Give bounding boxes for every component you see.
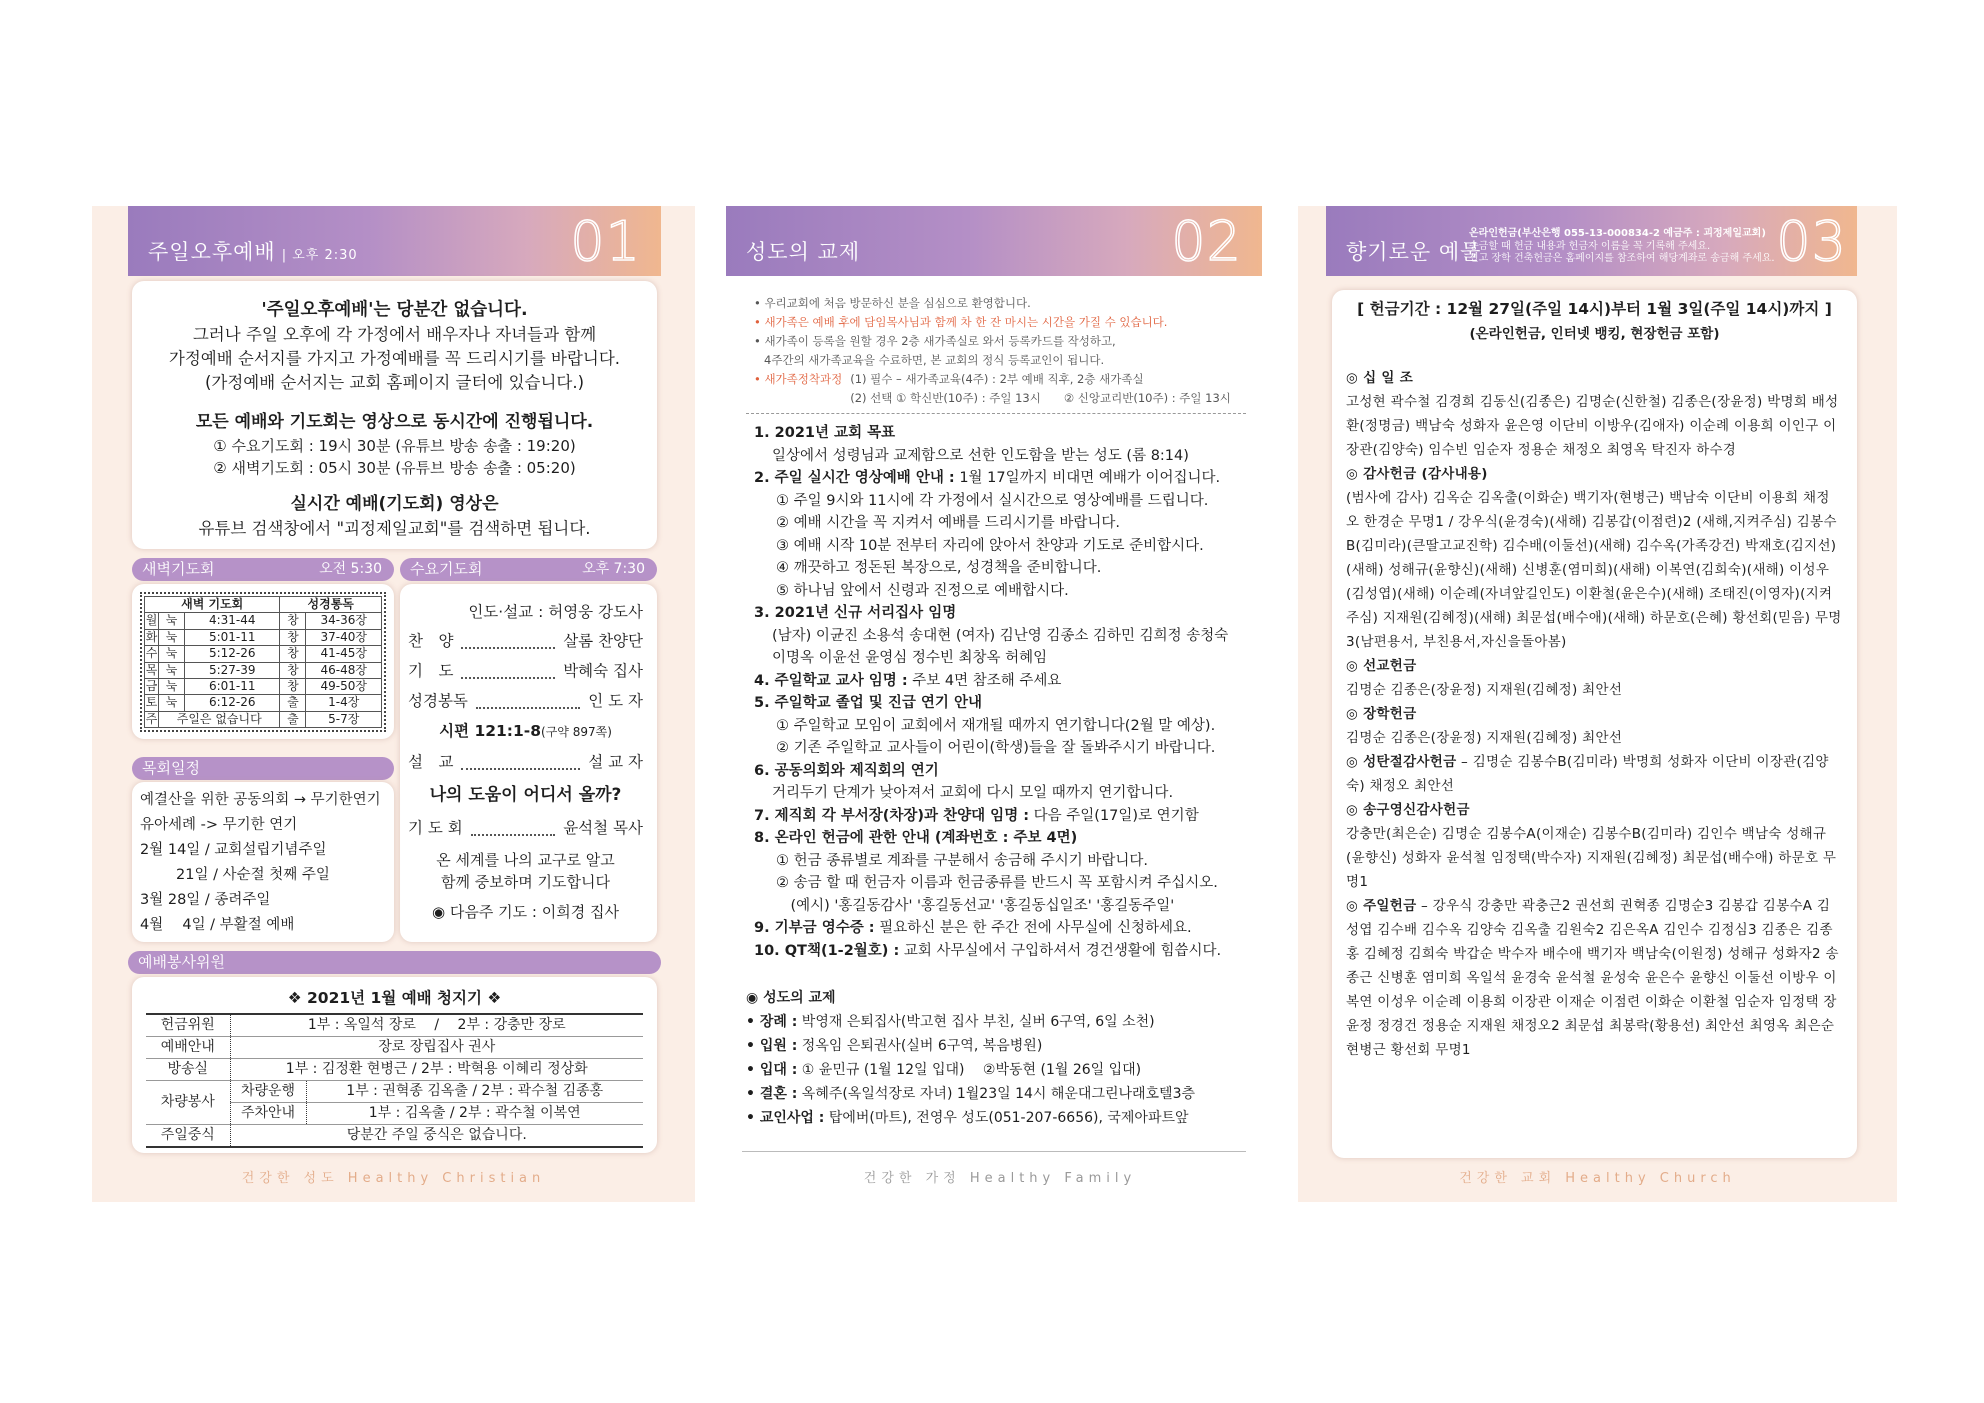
notice-line: (가정예배 순서지는 교회 홈페이지 글터에 있습니다.) bbox=[204, 373, 585, 392]
day-cell: 금 bbox=[145, 679, 158, 694]
table-cell: 34-36장 bbox=[306, 613, 382, 629]
announcement-line: ⑤ 하나님 앞에서 신령과 진정으로 예배합시다. bbox=[776, 582, 1069, 599]
offering-title: ◎ 장학헌금 bbox=[1346, 706, 1417, 722]
announcement-item bbox=[754, 760, 1254, 805]
offering-text: – 강우식 강충만 곽충근2 권선희 권혁종 김명순3 김봉갑 김봉수A 김성엽 김수배 김수옥 김양숙 김옥출 김원숙2 김은옥A 김인수 김정심3 김종은 김종홍 김혜정 김희숙 박갑순 박수자 배수애 백기자 백남숙(이원정) 성해규 성화자2 송종근 신병훈 염미희 옥일석 윤경숙 윤석철 윤성숙 윤은수 윤향신 이둘선 이방우 이복연 이성우 이순례 이용희 이장관 이재순 이점련 이화순 이환철 임순자 임정택 장윤정 정경건 정용순 지재원 채정오2 최문섭 최봉락(황용선) 최안선 최영옥 최은순 현병근 황선회 무명1 bbox=[1346, 898, 1839, 1058]
announcement-heading bbox=[754, 467, 1254, 490]
table-cell: 출 bbox=[280, 695, 306, 711]
servants-title: ❖ 2021년 1월 예배 청지기 ❖ bbox=[287, 989, 502, 1007]
course-line: (1) 필수 – 새가족교육(4주) : 2부 예배 직후, 2층 새가족실 bbox=[850, 372, 1144, 386]
table-row bbox=[145, 711, 382, 727]
announcement-text: 필요하신 분은 한 주간 전에 사무실에 신청하세요. bbox=[874, 920, 1192, 936]
table-cell: 5:01-11 bbox=[185, 629, 280, 645]
table-cell: 49-50장 bbox=[306, 679, 382, 695]
banner-afternoon-worship bbox=[128, 206, 661, 276]
day-cell: 월 bbox=[145, 613, 158, 628]
offering-section bbox=[1346, 462, 1843, 654]
announcement-line: 일상에서 성령님과 교제함으로 선한 인도함을 받는 성도 (롬 8:14) bbox=[772, 447, 1189, 464]
announcement-heading bbox=[754, 827, 1254, 850]
table-row: 예배안내 장로 장립집사 권사 bbox=[146, 1037, 643, 1059]
offerings-card bbox=[1332, 290, 1857, 1158]
table-cell: 5:12-26 bbox=[185, 646, 280, 662]
offering-names bbox=[1346, 750, 1843, 798]
fellowship-news bbox=[746, 986, 1246, 1130]
announcement-number: 10. QT책(1-2월호) : bbox=[754, 942, 900, 959]
footer-tagline: 건강한 가정 Healthy Family bbox=[863, 1171, 1137, 1186]
announcement-heading bbox=[754, 692, 1254, 715]
announcement-heading bbox=[754, 422, 1254, 445]
offering-title: ◎ 주일헌금 bbox=[1346, 898, 1417, 914]
intro-line: 4주간의 새가족교육을 수료하면, 본 교회의 정식 등록교인이 됩니다. bbox=[764, 353, 1105, 367]
sermon-title: 나의 도움이 어디서 올까? bbox=[429, 785, 622, 805]
notice-card bbox=[132, 281, 657, 549]
table-cell: 5:27-39 bbox=[185, 662, 280, 678]
fellowship-text: ① 윤민규 (1월 12일 입대) ②박동현 (1월 26일 입대) bbox=[797, 1062, 1142, 1078]
offering-names: 강충만(최은순) 김명순 김봉수A(이재순) 김봉수B(김미라) 김인수 백남숙 성해규(윤향신) 성화자 윤석철 임정택(박수자) 지재원(김혜정) 최문섭(배수애) 하문호 무명1 bbox=[1346, 826, 1837, 890]
realtime-line: 유튜브 검색창에서 "괴정제일교회"를 검색하면 됩니다. bbox=[198, 519, 591, 538]
divider bbox=[742, 1151, 1246, 1152]
announcement-item bbox=[754, 467, 1254, 602]
online-giving-info bbox=[1469, 228, 1775, 266]
day-cell: 수 bbox=[145, 646, 158, 661]
table-cell: 창 bbox=[280, 613, 306, 629]
table-cell: 주일은 없습니다 bbox=[159, 711, 280, 727]
fellowship-item bbox=[746, 1010, 1246, 1034]
announcement-heading bbox=[754, 917, 1254, 940]
notice-headline: '주일오후예배'는 당분간 없습니다. bbox=[261, 300, 528, 320]
table-cell: 출 bbox=[280, 711, 306, 727]
announcement-number: 5. 주일학교 졸업 및 진급 연기 안내 bbox=[754, 695, 982, 711]
panel-offerings bbox=[1298, 206, 1897, 1202]
table-row: 주일중식 당분간 주일 중식은 없습니다. bbox=[146, 1125, 643, 1148]
offering-names bbox=[1346, 894, 1843, 1062]
announcement-number: 1. 2021년 교회 목표 bbox=[754, 425, 896, 441]
order-row: 기 도 회 윤석철 목사 bbox=[408, 819, 643, 837]
fellowship-title: ◉ 성도의 교제 bbox=[746, 990, 836, 1006]
table-row bbox=[145, 695, 382, 711]
announcement-item bbox=[754, 692, 1254, 760]
announcement-number: 6. 공동의회와 제직회의 연기 bbox=[754, 762, 939, 779]
announcement-line: ② 예배 시간을 꼭 지켜서 예배를 드리시기를 바랍니다. bbox=[776, 515, 1121, 531]
announcement-line: (예시) '홍길동감사' '홍길동선교' '홍길동십일조' '홍길동주일' bbox=[776, 897, 1175, 914]
table-row bbox=[145, 613, 382, 629]
announcement-line: ① 주일 9시와 11시에 각 가정에서 실시간으로 영상예배를 드립니다. bbox=[776, 492, 1209, 509]
realtime-title: 실시간 예배(기도회) 영상은 bbox=[290, 494, 499, 514]
table-row: 헌금위원 1부 : 옥일석 장로 / 2부 : 강충만 장로 bbox=[146, 1014, 643, 1037]
offering-names: 고성현 곽수철 김경희 김동신(김종은) 김명순(신한철) 김종은(장윤정) 박명희 배성환(정명금) 백남숙 성화자 윤은영 이단비 이방우(김애자) 이순례 이용희 이인구 이장관(김양숙) 임수빈 임순자 정용순 채정오 최영옥 탁진자 하수경 bbox=[1346, 394, 1839, 458]
table-row bbox=[145, 662, 382, 678]
table-row: 방송실 1부 : 김정환 현병근 / 2부 : 박혁용 이혜리 정상화 bbox=[146, 1059, 643, 1081]
order-row: 기 도 박혜숙 집사 bbox=[408, 662, 643, 680]
closing-line: 온 세계를 나의 교구로 알고 bbox=[436, 851, 615, 869]
dawn-prayer-card bbox=[132, 584, 394, 739]
announcement-number: 3. 2021년 신규 서리집사 임명 bbox=[754, 605, 957, 621]
intro-line: • 새가족이 등록을 원할 경우 2층 새가족실로 와서 등록카드를 작성하고, bbox=[754, 334, 1116, 348]
fellowship-label: • 입원 : bbox=[746, 1038, 798, 1054]
announcement-line: 거리두기 단계가 낮아져서 교회에 다시 모일 때까지 연기합니다. bbox=[772, 785, 1174, 801]
table-row: 주차안내 1부 : 김옥출 / 2부 : 곽수철 이복연 bbox=[146, 1103, 643, 1125]
announcement-line: (남자) 이균진 소용석 송대현 (여자) 김난영 김종소 김하민 김희정 송청숙 bbox=[772, 627, 1229, 644]
info-line: 송금할 때 헌금 내용과 헌금자 이름을 꼭 기록해 주세요. bbox=[1469, 240, 1711, 252]
announcement-number: 9. 기부금 영수증 : bbox=[754, 920, 875, 936]
pastoral-schedule-label: 목회일정 bbox=[132, 757, 394, 780]
fellowship-text: 탑에버(마트), 전영우 성도(051-207-6656), 국제아파트앞 bbox=[824, 1110, 1189, 1126]
offering-section bbox=[1346, 750, 1843, 798]
table-cell: 눅 bbox=[159, 629, 185, 645]
table-cell: 46-48장 bbox=[306, 662, 382, 678]
announcement-item bbox=[754, 422, 1254, 467]
table-header: 성경통독 bbox=[280, 597, 382, 613]
offering-section bbox=[1346, 702, 1843, 750]
announcement-heading bbox=[754, 602, 1254, 625]
notice-line: 그러나 주일 오후에 각 가정에서 배우자나 자녀들과 함께 bbox=[192, 325, 597, 344]
offering-title: ◎ 성탄절감사헌금 bbox=[1346, 754, 1457, 770]
table-cell: 창 bbox=[280, 629, 306, 645]
newcomer-notes bbox=[754, 294, 1244, 408]
offering-period: [ 헌금기간 : 12월 27일(주일 14시)부터 1월 3일(주일 14시)까지 ] bbox=[1357, 300, 1832, 318]
panel-worship bbox=[92, 206, 695, 1202]
announcement-list bbox=[754, 422, 1254, 962]
announcement-number: 8. 온라인 헌금에 관한 안내 (계좌번호 : 주보 4면) bbox=[754, 830, 1078, 846]
announcement-text: 교회 사무실에서 구입하셔서 경건생활에 힘씁시다. bbox=[899, 942, 1222, 959]
offering-section bbox=[1346, 894, 1843, 1062]
announcement-number: 7. 제직회 각 부서장(차장)과 찬양대 임명 : bbox=[754, 807, 1030, 824]
table-cell: 창 bbox=[280, 662, 306, 678]
worship-servants-label: 예배봉사위원 bbox=[128, 951, 661, 974]
table-cell: 4:31-44 bbox=[185, 613, 280, 629]
offering-title: ◎ 선교헌금 bbox=[1346, 658, 1417, 674]
announcement-line: ③ 예배 시작 10분 전부터 자리에 앉아서 찬양과 기도로 준비합시다. bbox=[776, 537, 1204, 554]
fellowship-item bbox=[746, 1058, 1246, 1082]
course-line: (2) 선택 ① 학신반(10주) : 주일 13시 ② 신앙교리반(10주) : 주일 13시 bbox=[850, 391, 1231, 405]
schedule-item: 유아세례 -> 무기한 연기 bbox=[140, 817, 298, 833]
table-header: 새벽 기도회 bbox=[145, 597, 280, 613]
offering-section bbox=[1346, 654, 1843, 702]
offering-names: 김명순 김종은(장윤정) 지재원(김혜정) 최안선 bbox=[1346, 682, 1623, 698]
fellowship-label: • 결혼 : bbox=[746, 1086, 798, 1102]
fellowship-item bbox=[746, 1082, 1246, 1106]
day-cell: 화 bbox=[145, 629, 158, 644]
announcement-heading bbox=[754, 760, 1254, 783]
banner-number: 01 bbox=[570, 210, 641, 273]
announcement-number: 4. 주일학교 교사 임명 : bbox=[754, 672, 908, 689]
table-cell: 5-7장 bbox=[306, 711, 382, 727]
order-row: 찬 양 살롬 찬양단 bbox=[408, 632, 643, 650]
offering-title: ◎ 감사헌금 (감사내용) bbox=[1346, 466, 1488, 482]
next-prayer: ◉ 다음주 기도 : 이희경 집사 bbox=[432, 903, 619, 921]
schedule-item: 4월 4일 / 부활절 예배 bbox=[140, 917, 295, 933]
schedule-item: 2월 14일 / 교회설립기념주일 bbox=[140, 842, 327, 858]
intro-line: • 새가족은 예배 후에 담임목사님과 함께 차 한 잔 마시는 시간을 가질 수 있습니다. bbox=[754, 315, 1168, 329]
table-cell: 창 bbox=[280, 679, 306, 695]
wednesday-prayer-card bbox=[400, 584, 657, 942]
footer-tagline: 건강한 교회 Healthy Church bbox=[1459, 1171, 1736, 1186]
announcement-item bbox=[754, 827, 1254, 917]
day-cell: 토 bbox=[145, 695, 158, 710]
announcement-item bbox=[754, 917, 1254, 940]
online-title: 모든 예배와 기도회는 영상으로 동시간에 진행됩니다. bbox=[195, 412, 594, 432]
online-line: ② 새벽기도회 : 05시 30분 (유튜브 방송 송출 : 05:20) bbox=[213, 459, 576, 477]
announcement-line: ① 헌금 종류별로 계좌를 구분해서 송금해 주시기 바랍니다. bbox=[776, 852, 1149, 869]
table-row bbox=[145, 679, 382, 695]
banner-fellowship bbox=[726, 206, 1262, 276]
order-row: 성경봉독 인 도 자 bbox=[408, 692, 643, 710]
wednesday-prayer-label: 수요기도회 오후 7:30 bbox=[400, 558, 657, 581]
table-cell: 6:01-11 bbox=[185, 679, 280, 695]
banner-number: 03 bbox=[1776, 210, 1847, 273]
banner-title: 주일오후예배 | 오후 2:30 bbox=[148, 240, 358, 264]
footer-tagline: 건강한 성도 Healthy Christian bbox=[241, 1171, 546, 1186]
table-cell: 6:12-26 bbox=[185, 695, 280, 711]
announcement-heading bbox=[754, 670, 1254, 693]
announcement-text: 주보 4면 참조해 주세요 bbox=[907, 672, 1062, 689]
fellowship-label: • 장례 : bbox=[746, 1014, 798, 1030]
offering-section bbox=[1346, 366, 1843, 462]
dawn-prayer-label: 새벽기도회 오전 5:30 bbox=[132, 558, 394, 581]
table-cell: 눅 bbox=[159, 646, 185, 662]
fellowship-text: 옥혜주(옥일석장로 자녀) 1월23일 14시 해운대그린나래호텔3층 bbox=[797, 1086, 1196, 1102]
announcement-text: 다음 주일(17일)로 연기함 bbox=[1029, 807, 1199, 824]
table-cell: 눅 bbox=[159, 662, 185, 678]
servants-table bbox=[146, 1013, 643, 1148]
offering-list bbox=[1332, 346, 1857, 1062]
banner-offerings bbox=[1326, 206, 1857, 276]
announcement-number: 2. 주일 실시간 영상예배 안내 : bbox=[754, 470, 955, 486]
fellowship-text: 박영재 은퇴집사(박고현 집사 부친, 실버 6구역, 6일 소천) bbox=[797, 1014, 1155, 1030]
intro-line: • 우리교회에 처음 방문하신 분을 심심으로 환영합니다. bbox=[754, 296, 1031, 310]
banner-number: 02 bbox=[1171, 210, 1242, 273]
announcement-item bbox=[754, 940, 1254, 963]
announcement-line: ④ 깨끗하고 정돈된 복장으로, 성경책을 준비합니다. bbox=[776, 560, 1102, 576]
offering-text: – 김명순 김봉수B(김미라) 박명희 성화자 이단비 이장관(김양숙) 채정오 최안선 bbox=[1346, 754, 1829, 794]
announcement-line: 이명옥 이윤선 윤영심 정수빈 최창옥 허혜임 bbox=[772, 650, 1048, 666]
table-row: 차량봉사 차량운행 1부 : 권혁종 김옥출 / 2부 : 곽수철 김종홍 bbox=[146, 1081, 643, 1103]
fellowship-item bbox=[746, 1034, 1246, 1058]
announcement-text: 1월 17일까지 비대면 예배가 이어집니다. bbox=[954, 470, 1221, 486]
schedule-item: 3월 28일 / 종려주일 bbox=[140, 892, 271, 908]
announcement-item bbox=[754, 805, 1254, 828]
announcement-item bbox=[754, 602, 1254, 670]
offering-title: ◎ 송구영신감사헌금 bbox=[1346, 802, 1470, 818]
schedule-item: 예결산을 위한 공동의회 → 무기한연기 bbox=[140, 792, 381, 808]
table-cell: 눅 bbox=[159, 613, 185, 629]
psalm-reading: 시편 121:1-8(구약 897쪽) bbox=[439, 722, 612, 740]
announcement-heading bbox=[754, 940, 1254, 963]
table-row bbox=[145, 646, 382, 662]
day-cell: 목 bbox=[145, 662, 158, 677]
order-row: 설 교 설 교 자 bbox=[408, 753, 643, 771]
wednesday-lead: 인도·설교 : 허영웅 강도사 bbox=[468, 603, 643, 621]
dawn-prayer-table bbox=[144, 596, 382, 728]
table-cell: 1-4장 bbox=[306, 695, 382, 711]
table-cell: 눅 bbox=[159, 679, 185, 695]
pastoral-schedule-card bbox=[132, 782, 394, 942]
announcement-line: ① 주일학교 모임이 교회에서 재개될 때까지 연기합니다(2월 말 예상). bbox=[776, 717, 1216, 734]
fellowship-label: • 교인사업 : bbox=[746, 1110, 825, 1126]
worship-servants-card bbox=[132, 977, 657, 1153]
fellowship-label: • 입대 : bbox=[746, 1062, 798, 1078]
table-cell: 창 bbox=[280, 646, 306, 662]
schedule-item: 21일 / 사순절 첫째 주일 bbox=[176, 867, 330, 883]
offering-names: (범사에 감사) 김옥순 김옥출(이화순) 백기자(현병근) 백남숙 이단비 이용희 채정오 한경순 무명1 / 강우식(윤경숙)(새해) 김봉갑(이점련)2 (새해,지켜주심) 김봉수B(김미라)(큰딸고교진학) 김수배(이둘선)(새해) 김수옥(가족강건) 박재호(김지선)(새해) 성해규(윤향신)(새해) 신병훈(염미희)(새해) 이복연(김희숙)(새해) 이성우(김성엽)(새해) 이순례(자녀앞길인도) 이환철(윤은수)(새해) 조태진(이영자)(지켜주심) 지재원(김혜정)(새해) 최문섭(배수애)(새해) 하문호(은혜) 황선회(믿음) 무명3(남편용서, 부친용서,자신을돌아봄) bbox=[1346, 490, 1842, 650]
table-cell: 37-40장 bbox=[306, 629, 382, 645]
info-line: 온라인헌금(부산은행 055-13-000834-2 예금주 : 괴정제일교회) bbox=[1469, 228, 1766, 239]
info-line: 신고 장학 건축헌금은 홈페이지를 참조하여 해당계좌로 송금해 주세요. bbox=[1469, 253, 1775, 264]
newcomer-course: • 새가족정착과정 (1) 필수 – 새가족교육(4주) : 2부 예배 직후, 2층 새가족실 (2) 선택 ① 학신반(10주) : 주일 13시 ② 신앙교리반(10주) : 주일 13시 bbox=[754, 370, 1244, 408]
closing-line: 함께 중보하며 기도합니다 bbox=[441, 873, 610, 891]
banner-title: 향기로운 예물 bbox=[1346, 240, 1482, 264]
fellowship-item bbox=[746, 1106, 1246, 1130]
divider bbox=[746, 413, 1246, 414]
table-cell: 41-45장 bbox=[306, 646, 382, 662]
offering-period-note: (온라인헌금, 인터넷 뱅킹, 현장헌금 포함) bbox=[1469, 326, 1720, 342]
announcement-item bbox=[754, 670, 1254, 693]
offering-section bbox=[1346, 798, 1843, 894]
offering-title: ◎ 십 일 조 bbox=[1346, 370, 1414, 386]
announcement-heading bbox=[754, 805, 1254, 828]
table-cell: 눅 bbox=[159, 695, 185, 711]
offering-names: 김명순 김종은(장윤정) 지재원(김혜정) 최안선 bbox=[1346, 730, 1623, 746]
fellowship-text: 정옥임 은퇴권사(실버 6구역, 복음병원) bbox=[797, 1038, 1043, 1054]
announcement-line: ② 기존 주일학교 교사들이 어린이(학생)들을 잘 돌봐주시기 바랍니다. bbox=[776, 740, 1216, 756]
table-row bbox=[145, 629, 382, 645]
online-line: ① 수요기도회 : 19시 30분 (유튜브 방송 송출 : 19:20) bbox=[213, 437, 576, 455]
day-cell: 주 bbox=[145, 711, 158, 726]
notice-line: 가정예배 순서지를 가지고 가정예배를 꼭 드리시기를 바랍니다. bbox=[168, 349, 621, 368]
announcement-line: ② 송금 할 때 헌금자 이름과 헌금종류를 반드시 꼭 포함시켜 주십시오. bbox=[776, 875, 1218, 891]
banner-title: 성도의 교제 bbox=[746, 240, 861, 264]
panel-fellowship bbox=[726, 206, 1274, 1202]
